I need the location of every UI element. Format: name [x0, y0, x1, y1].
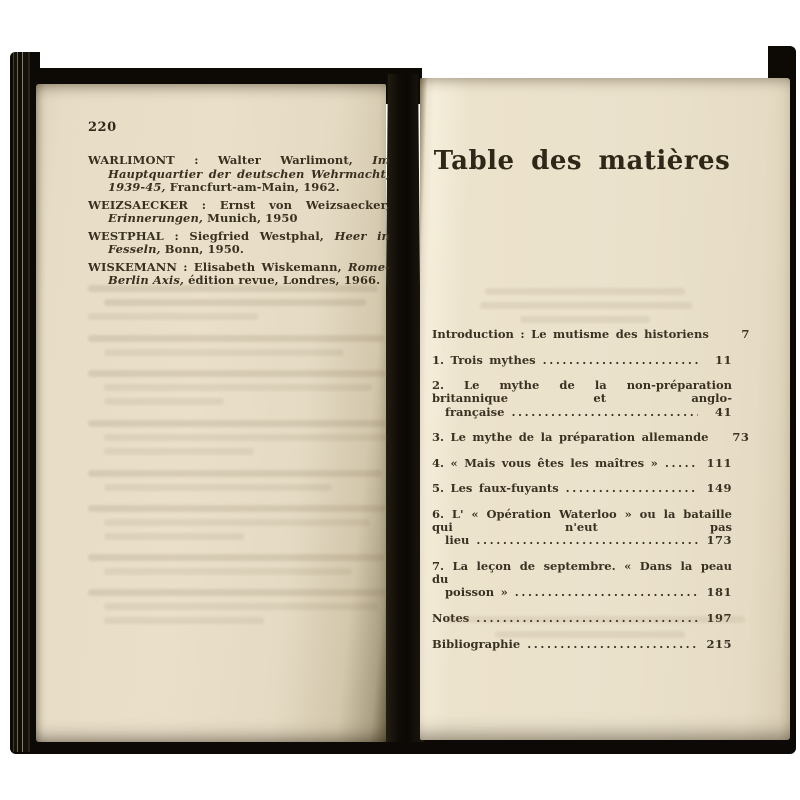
- bleedthrough-line: [104, 603, 378, 610]
- entry-text: : Elisabeth Wiskemann,: [183, 259, 342, 274]
- toc-page-number: 215: [706, 636, 732, 651]
- toc-page-number: 197: [706, 610, 732, 625]
- bleedthrough-line: [480, 302, 692, 309]
- toc-label-continuation: lieu: [445, 533, 470, 548]
- bleedthrough-line: [88, 370, 386, 377]
- page-title: Table des matières: [433, 146, 731, 176]
- right-page: [420, 78, 790, 740]
- toc-label: Notes: [432, 610, 470, 625]
- dot-leader: [665, 457, 698, 470]
- toc-page-number: 7: [741, 327, 750, 341]
- toc-label: 7. La leçon de septembre. « Dans la peau du: [432, 558, 732, 587]
- toc-label: 1. Trois mythes: [432, 352, 536, 367]
- bibliography-entry: [88, 230, 390, 257]
- bleedthrough-line: [485, 288, 685, 295]
- bleedthrough-line: [88, 505, 386, 512]
- toc-entry: [432, 354, 732, 367]
- dot-leader: [515, 586, 698, 599]
- bibliography-list: [88, 154, 390, 292]
- dot-leader: [476, 534, 698, 547]
- bleedthrough-line: [104, 484, 332, 491]
- work-title: Erinnerungen,: [108, 211, 204, 226]
- bleedthrough-line: [88, 285, 378, 292]
- entry-text: : Siegfried Westphal,: [174, 228, 324, 243]
- entry-text: : Ernst von Weizsaecker,: [201, 197, 390, 212]
- bleedthrough-line: [104, 349, 344, 356]
- toc-label-continuation: poisson »: [445, 585, 508, 600]
- author-name: WARLIMONT: [88, 153, 175, 167]
- toc-label: 6. L' « Opération Waterloo » ou la bataille qui n'eut pas: [432, 506, 732, 535]
- toc-label: Introduction : Le mutisme des historiens: [432, 327, 709, 341]
- toc-entry: [432, 327, 750, 341]
- bleedthrough-line: [104, 568, 352, 575]
- toc-page-number: 149: [706, 481, 732, 496]
- bleedthrough-line: [104, 448, 254, 455]
- entry-imprint: Francfurt-am-Main, 1962.: [169, 180, 340, 195]
- toc-page-number: 41: [714, 404, 732, 419]
- bleedthrough-line: [445, 616, 745, 623]
- dot-leader: [511, 406, 698, 419]
- bibliography-entry: [88, 199, 390, 226]
- work-title: Rome-Berlin Axis,: [108, 259, 390, 288]
- toc-entry: [432, 560, 732, 600]
- author-name: WISKEMANN: [88, 259, 177, 274]
- toc-entry: [432, 457, 732, 470]
- toc-page-number: 73: [732, 430, 750, 445]
- toc-label: 4. « Mais vous êtes les maîtres »: [432, 455, 658, 470]
- bleedthrough-line: [88, 420, 386, 427]
- bleedthrough-line: [104, 519, 370, 526]
- entry-text: : Walter Warlimont,: [194, 153, 353, 167]
- author-name: WESTPHAL: [88, 228, 164, 243]
- toc-page-number: 111: [706, 455, 732, 470]
- author-name: WEIZSAECKER: [88, 197, 189, 212]
- bleedthrough-line: [495, 631, 685, 638]
- toc-label: Bibliographie: [432, 636, 521, 651]
- bleedthrough-line: [88, 470, 382, 477]
- work-title: Heer in Fesseln,: [108, 228, 391, 257]
- toc-entry: [432, 508, 732, 548]
- bleedthrough-line: [88, 335, 384, 342]
- bleedthrough-line: [104, 617, 264, 624]
- bleedthrough-line: [104, 384, 372, 391]
- bleedthrough-line: [88, 589, 386, 596]
- left-page: [36, 84, 391, 742]
- dot-leader: [527, 638, 698, 651]
- toc-entry: [432, 482, 732, 495]
- bleedthrough-line: [104, 299, 366, 306]
- toc-label: 3. Le mythe de la préparation allemande: [432, 430, 709, 445]
- toc-entry: [432, 379, 732, 419]
- work-title: Im Hauptquartier der deutschen Wehrmacht, 1939-45,: [108, 153, 390, 195]
- toc-label: 5. Les faux-fuyants: [432, 481, 559, 496]
- bleedthrough-line: [88, 554, 384, 561]
- toc-entry: [432, 638, 732, 651]
- bibliography-entry: [88, 154, 390, 195]
- toc-label: 2. Le mythe de la non-préparation britannique et anglo-: [432, 378, 732, 406]
- bleedthrough-line: [104, 533, 244, 540]
- bleedthrough-line: [104, 398, 224, 405]
- bleedthrough-line: [520, 316, 650, 323]
- toc-page-number: 173: [706, 533, 732, 548]
- toc-page-number: 11: [714, 352, 732, 367]
- entry-imprint: édition revue, Londres, 1966.: [188, 273, 381, 288]
- dot-leader: [543, 354, 698, 367]
- toc-page-number: 181: [706, 585, 732, 600]
- bleedthrough-line: [104, 434, 388, 441]
- table-of-contents: [432, 327, 750, 663]
- dot-leader: [566, 482, 698, 495]
- entry-imprint: Munich, 1950: [207, 211, 298, 226]
- page-number: 220: [88, 120, 117, 135]
- toc-label-continuation: française: [445, 404, 505, 419]
- bleedthrough-line: [88, 313, 258, 320]
- toc-entry: [432, 430, 750, 445]
- bibliography-entry: [88, 261, 390, 288]
- entry-imprint: Bonn, 1950.: [164, 242, 244, 257]
